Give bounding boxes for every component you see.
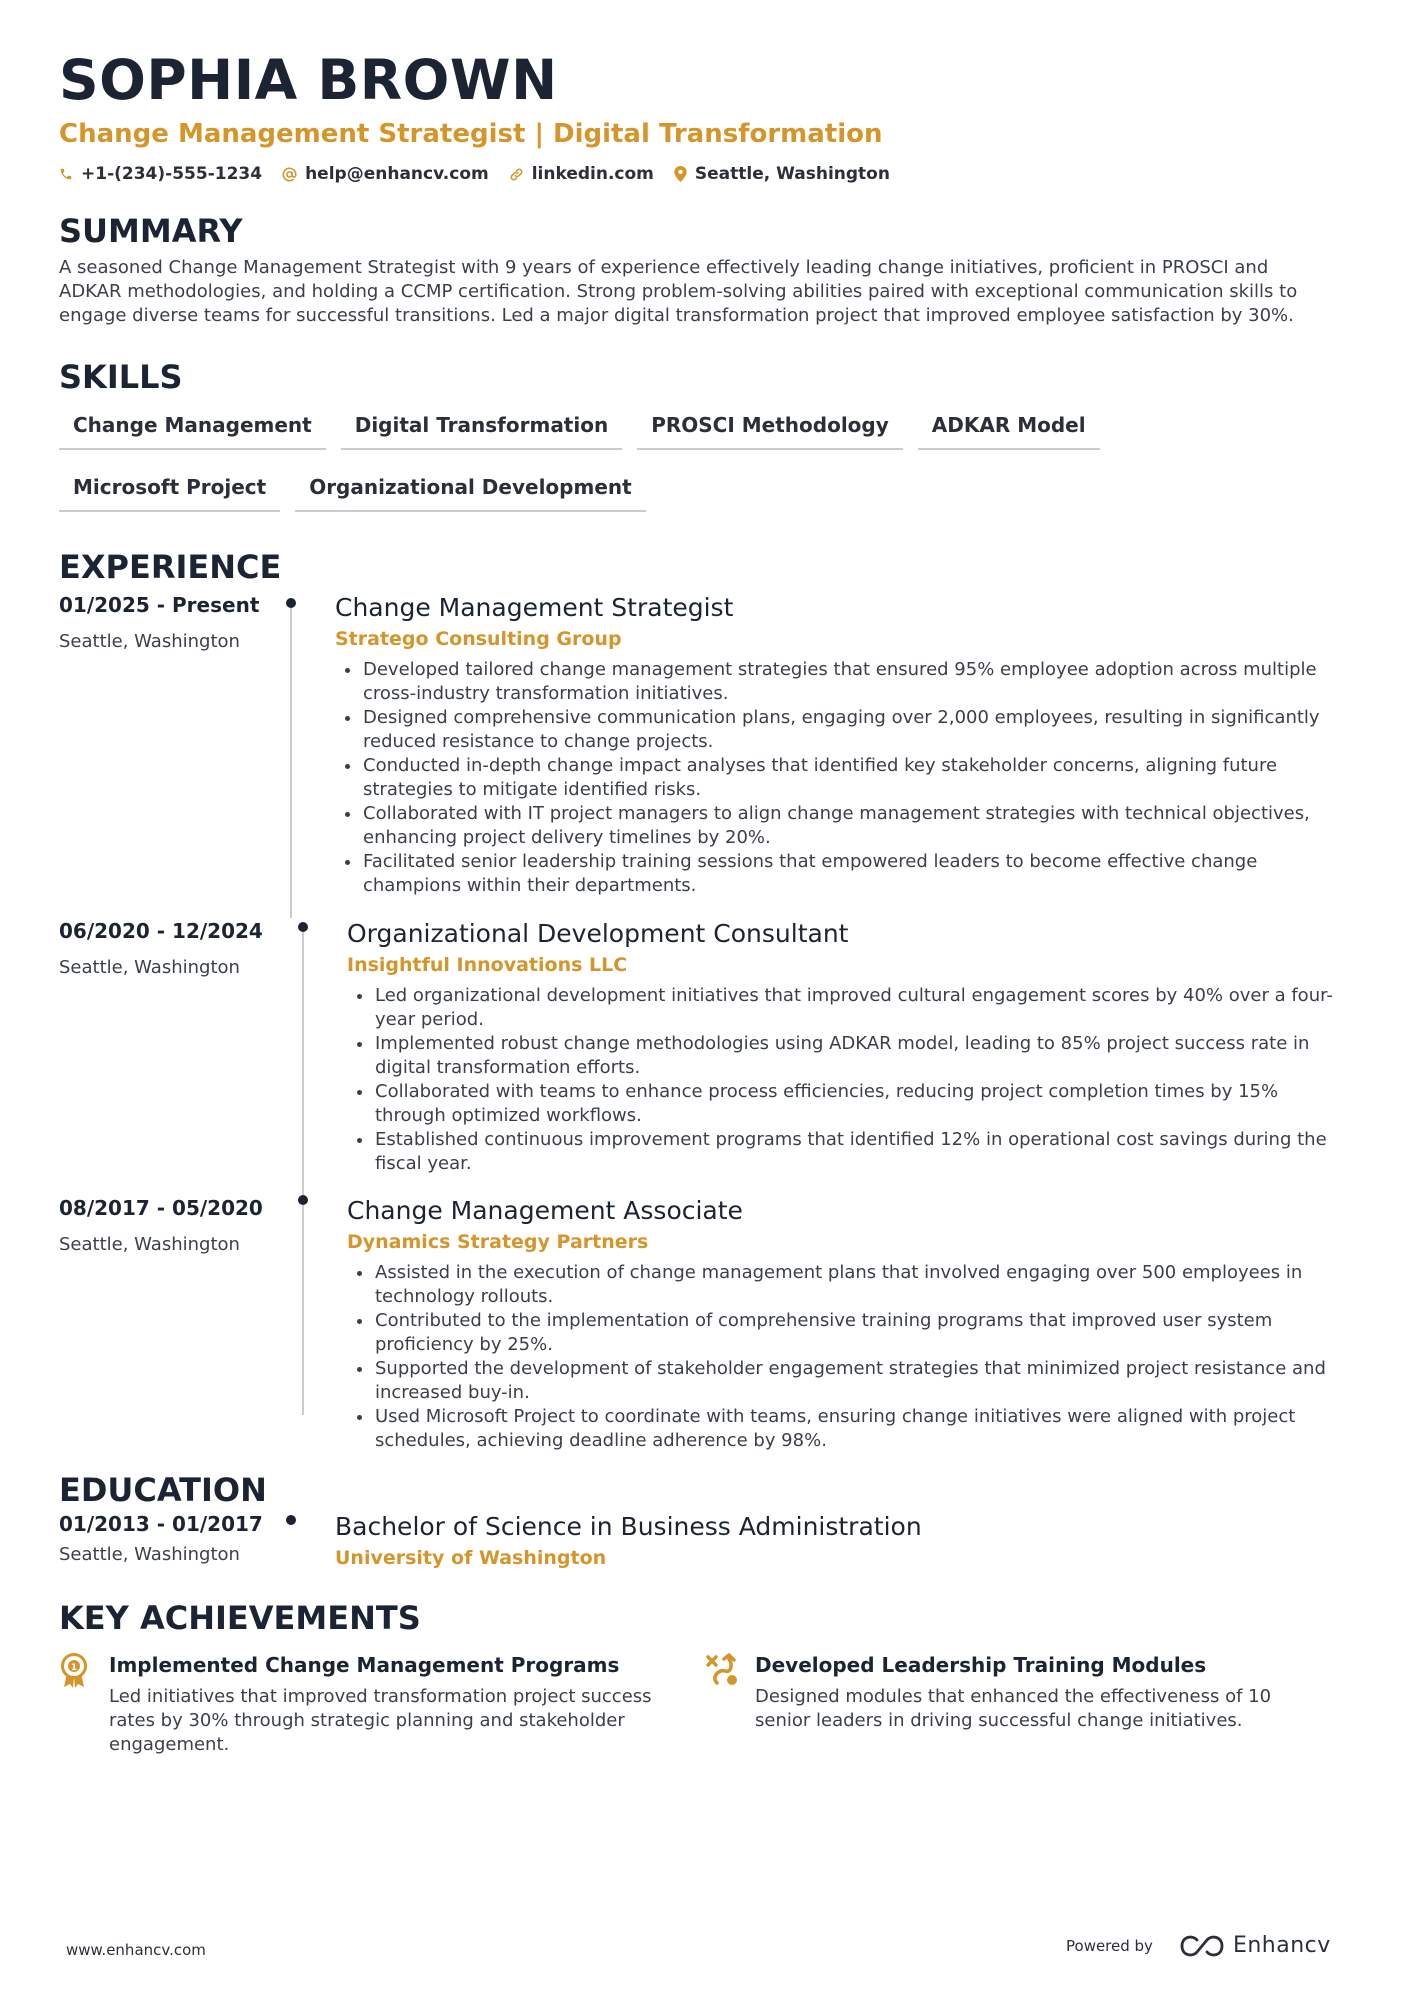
- summary-title: SUMMARY: [59, 212, 243, 250]
- experience-location: Seattle, Washington: [59, 1234, 240, 1255]
- skill-tag: PROSCI Methodology: [637, 404, 903, 450]
- experience-entry: [59, 918, 1351, 1195]
- timeline-dot: [286, 1515, 296, 1525]
- achievement-body: [109, 1651, 669, 1757]
- award-ribbon-icon: [59, 1653, 89, 1689]
- achievement-icon-wrap: [705, 1651, 755, 1757]
- skill-tag: ADKAR Model: [918, 404, 1100, 450]
- education-meta: [59, 1511, 289, 1591]
- candidate-headline: Change Management Strategist | Digital Transformation: [59, 119, 883, 149]
- phone-icon: [59, 167, 73, 181]
- job-title: Change Management Associate: [347, 1196, 743, 1225]
- experience-dates: 08/2017 - 05/2020: [59, 1196, 263, 1220]
- achievements-title: KEY ACHIEVEMENTS: [59, 1599, 421, 1637]
- achievement-title: Implemented Change Management Programs: [109, 1653, 620, 1677]
- experience-details: [289, 592, 1351, 918]
- job-bullet: Developed tailored change management strategies that ensured 95% employee adoption across multiple cross-industry transformation initiatives.: [335, 658, 1345, 706]
- experience-title: EXPERIENCE: [59, 548, 282, 586]
- timeline-line: [302, 1205, 304, 1415]
- enhancv-logo-icon: [1179, 1934, 1225, 1958]
- contact-email[interactable]: [282, 164, 489, 184]
- skills-title: SKILLS: [59, 358, 183, 396]
- experience-details: [289, 1195, 1351, 1475]
- location-text: Seattle, Washington: [694, 164, 890, 184]
- skill-tag: Organizational Development: [295, 466, 646, 512]
- experience-location: Seattle, Washington: [59, 957, 240, 978]
- company-name: Dynamics Strategy Partners: [347, 1231, 649, 1253]
- path-route-icon: [705, 1653, 739, 1687]
- at-sign-icon: [282, 167, 297, 182]
- job-bullet: Conducted in-depth change impact analyses that identified key stakeholder concerns, aligning future strategies to mitigate identified risks.: [335, 754, 1345, 802]
- powered-by-label: Powered by: [1066, 1936, 1153, 1955]
- linkedin-text: linkedin.com: [531, 164, 654, 184]
- job-bullet: Assisted in the execution of change management plans that involved engaging over 500 employees in technology rollouts.: [347, 1261, 1347, 1309]
- brand-name: Enhancv: [1232, 1933, 1331, 1958]
- svg-text:1: 1: [70, 1663, 78, 1673]
- summary-text: A seasoned Change Management Strategist with 9 years of experience effectively leading change initiatives, proficient in PROSCI and ADKAR methodologies, and holding a CCMP certification. Strong problem-solving abilities paired with exceptional communication skills to engage diverse teams for successful transitions. Led a major digital transformation project that improved employee satisfaction by 30%.: [59, 257, 1298, 326]
- timeline-dot: [298, 1195, 308, 1205]
- job-bullets: [335, 658, 1345, 898]
- summary-section: [59, 210, 1351, 328]
- experience-details: [289, 918, 1351, 1195]
- email-text: help@enhancv.com: [305, 164, 489, 184]
- achievement-item: [59, 1651, 705, 1757]
- skills-section: [59, 356, 1351, 528]
- skill-tag: Change Management: [59, 404, 326, 450]
- job-bullet: Designed comprehensive communication plans, engaging over 2,000 employees, resulting in significantly reduced resistance to change projects.: [335, 706, 1345, 754]
- resume-page: [59, 44, 1351, 1757]
- education-title: EDUCATION: [59, 1471, 267, 1509]
- school-name: University of Washington: [335, 1547, 607, 1569]
- experience-meta: [59, 592, 289, 918]
- job-bullets: [347, 984, 1347, 1176]
- degree-title: Bachelor of Science in Business Administration: [335, 1512, 922, 1541]
- timeline-line: [290, 602, 292, 918]
- achievement-title: Developed Leadership Training Modules: [755, 1653, 1207, 1677]
- job-bullets: [347, 1261, 1347, 1453]
- job-bullet: Used Microsoft Project to coordinate with teams, ensuring change initiatives were aligned with project schedules, achieving deadline adherence by 98%.: [347, 1405, 1347, 1453]
- candidate-name: SOPHIA BROWN: [59, 48, 558, 112]
- job-bullet: Collaborated with teams to enhance process efficiencies, reducing project completion times by 15% through optimized workflows.: [347, 1080, 1347, 1128]
- job-bullet: Contributed to the implementation of comprehensive training programs that improved user system proficiency by 25%.: [347, 1309, 1347, 1357]
- achievements-section: [59, 1597, 1351, 1757]
- skills-list: [59, 404, 1309, 528]
- contact-location: [674, 164, 890, 184]
- education-location: Seattle, Washington: [59, 1544, 240, 1565]
- experience-entry: [59, 1195, 1351, 1475]
- achievements-list: [59, 1651, 1351, 1757]
- contact-phone[interactable]: [59, 164, 262, 184]
- timeline-dot: [298, 922, 308, 932]
- job-title: Organizational Development Consultant: [347, 919, 849, 948]
- job-bullet: Facilitated senior leadership training sessions that empowered leaders to become effective change champions within their departments.: [335, 850, 1345, 898]
- job-bullet: Supported the development of stakeholder engagement strategies that minimized project resistance and increased buy-in.: [347, 1357, 1347, 1405]
- company-name: Stratego Consulting Group: [335, 628, 622, 650]
- timeline-dot: [286, 598, 296, 608]
- achievement-icon-wrap: [59, 1651, 109, 1757]
- timeline-line: [302, 928, 304, 1195]
- phone-text: +1-(234)-555-1234: [81, 164, 263, 184]
- experience-meta: [59, 1195, 289, 1475]
- contact-linkedin[interactable]: [509, 164, 654, 184]
- contact-bar: [59, 164, 1351, 184]
- job-title: Change Management Strategist: [335, 593, 734, 622]
- footer-website[interactable]: www.enhancv.com: [66, 1941, 206, 1959]
- job-bullet: Led organizational development initiatives that improved cultural engagement scores by 40% over a four-year period.: [347, 984, 1347, 1032]
- footer-branding[interactable]: [1066, 1933, 1331, 1958]
- achievement-description: Designed modules that enhanced the effectiveness of 10 senior leaders in driving successful change initiatives.: [755, 1686, 1272, 1731]
- location-pin-icon: [674, 166, 687, 182]
- achievement-description: Led initiatives that improved transformation project success rates by 30% through strategic planning and stakeholder engagement.: [109, 1686, 652, 1755]
- education-section: [59, 1469, 1351, 1591]
- education-entry: [59, 1511, 1351, 1591]
- experience-location: Seattle, Washington: [59, 631, 240, 652]
- job-bullet: Implemented robust change methodologies using ADKAR model, leading to 85% project success rate in digital transformation efforts.: [347, 1032, 1347, 1080]
- achievement-item: [705, 1651, 1351, 1757]
- link-icon: [509, 167, 524, 182]
- experience-meta: [59, 918, 289, 1195]
- education-dates: 01/2013 - 01/2017: [59, 1512, 263, 1536]
- skill-tag: Digital Transformation: [341, 404, 623, 450]
- job-bullet: Collaborated with IT project managers to align change management strategies with technical objectives, enhancing project delivery timelines by 20%.: [335, 802, 1345, 850]
- experience-entry: [59, 592, 1351, 918]
- skill-tag: Microsoft Project: [59, 466, 280, 512]
- experience-dates: 01/2025 - Present: [59, 593, 260, 617]
- achievement-body: [755, 1651, 1315, 1757]
- education-details: [289, 1511, 1351, 1591]
- job-bullet: Established continuous improvement programs that identified 12% in operational cost savings during the fiscal year.: [347, 1128, 1347, 1176]
- experience-section: [59, 546, 1351, 1475]
- experience-dates: 06/2020 - 12/2024: [59, 919, 263, 943]
- company-name: Insightful Innovations LLC: [347, 954, 628, 976]
